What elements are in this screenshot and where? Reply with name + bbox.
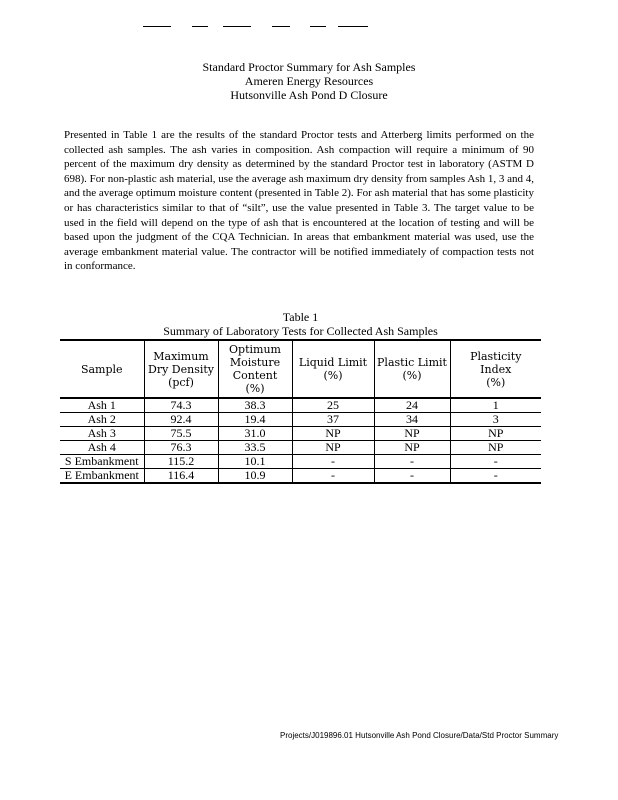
header-line: Sample xyxy=(80,362,123,376)
table-cell: 115.2 xyxy=(144,455,218,469)
table-cell: 37 xyxy=(292,413,374,427)
header-plastic-limit xyxy=(374,340,450,398)
header-line: Index xyxy=(480,362,512,376)
header-max-dry-density xyxy=(144,340,218,398)
table-cell: 10.9 xyxy=(218,469,292,484)
document-header xyxy=(0,60,618,102)
table-row xyxy=(60,427,541,441)
header-line: Dry Density xyxy=(148,362,214,376)
project-name: Hutsonville Ash Pond D Closure xyxy=(230,88,388,102)
body-paragraph: Presented in Table 1 are the results of the standard Proctor tests and Atterberg limits performed on the collected ash samples. The ash varies in composition. Ash compaction will require a minimum of 90 percent of the maximum dry density as determined by the standard Proctor test in laboratory (ASTM D 698). For non-plastic ash material, use the average ash maximum dry density from samples Ash 1, 3 and 4, and the average optimum moisture content (presented in Table 2). For ash material that has some plasticity or has characteristics similar to that of “silt”, use the value presented in Table 3. The target value to be used in the field will depend on the type of ash that is encountered at the location of testing and will be based upon the judgment of the CQA Technician. In areas that embankment material was used, use the average embankment material value. The contractor will be notified immediately of compaction tests not in conformance. xyxy=(64,129,534,273)
table-cell: NP xyxy=(450,441,541,455)
table-cell: 10.1 xyxy=(218,455,292,469)
table-cell: 92.4 xyxy=(144,413,218,427)
header-mark xyxy=(223,26,251,27)
header-sample xyxy=(60,340,144,398)
top-header-marks xyxy=(0,22,618,32)
header-line: (%) xyxy=(245,382,265,395)
table-cell: 19.4 xyxy=(218,413,292,427)
table-cell: 1 xyxy=(450,398,541,413)
header-line: Optimum xyxy=(229,343,281,356)
table-cell: - xyxy=(292,455,374,469)
header-mark xyxy=(272,26,290,27)
header-line: Plastic Limit xyxy=(377,356,447,369)
table-cell: 3 xyxy=(450,413,541,427)
footer-path: Projects/J019896.01 Hutsonville Ash Pond Closure/Data/Std Proctor Summary xyxy=(280,731,559,740)
sample-name-cell: Ash 1 xyxy=(60,398,144,413)
header-liquid-limit xyxy=(292,340,374,398)
table-row xyxy=(60,441,541,455)
table-label: Table 1 xyxy=(282,310,319,324)
table-cell: 25 xyxy=(292,398,374,413)
header-line: (%) xyxy=(323,369,343,382)
table-cell: NP xyxy=(450,427,541,441)
table-caption: Summary of Laboratory Tests for Collected Ash Samples xyxy=(163,324,438,338)
table-cell: 75.5 xyxy=(144,427,218,441)
header-line: Plasticity xyxy=(470,349,522,363)
sample-name-cell: E Embankment xyxy=(60,469,144,484)
table-cell: NP xyxy=(292,441,374,455)
table-row xyxy=(60,413,541,427)
header-line: Maximum xyxy=(153,349,209,363)
table-cell: 33.5 xyxy=(218,441,292,455)
table-cell: 34 xyxy=(374,413,450,427)
sample-name-cell: Ash 4 xyxy=(60,441,144,455)
company-name: Ameren Energy Resources xyxy=(244,74,374,88)
header-mark xyxy=(143,26,171,27)
table-cell: - xyxy=(292,469,374,484)
table-row xyxy=(60,455,541,469)
table-cell: NP xyxy=(374,427,450,441)
header-line: (%) xyxy=(402,369,422,382)
table-row xyxy=(60,398,541,413)
table-body xyxy=(60,398,541,483)
table-cell: 38.3 xyxy=(218,398,292,413)
header-mark xyxy=(338,26,368,27)
table-cell: 31.0 xyxy=(218,427,292,441)
header-optimum-moisture xyxy=(218,340,292,398)
header-mark xyxy=(192,26,208,27)
table-cell: 74.3 xyxy=(144,398,218,413)
table-cell: - xyxy=(450,469,541,484)
header-line: Moisture xyxy=(229,356,281,369)
summary-table xyxy=(60,339,541,484)
table-cell: - xyxy=(374,455,450,469)
table-cell: NP xyxy=(292,427,374,441)
table-row xyxy=(60,469,541,484)
table-cell: 116.4 xyxy=(144,469,218,484)
table-cell: NP xyxy=(374,441,450,455)
sample-name-cell: Ash 2 xyxy=(60,413,144,427)
header-mark xyxy=(310,26,326,27)
table-cell: - xyxy=(374,469,450,484)
document-title: Standard Proctor Summary for Ash Samples xyxy=(202,60,416,74)
header-line: (pcf) xyxy=(168,375,194,389)
header-line: Content xyxy=(232,369,278,382)
table-header-row xyxy=(60,340,541,398)
table-cell: - xyxy=(450,455,541,469)
table-cell: 76.3 xyxy=(144,441,218,455)
table-1 xyxy=(60,310,541,484)
sample-name-cell: S Embankment xyxy=(60,455,144,469)
sample-name-cell: Ash 3 xyxy=(60,427,144,441)
header-line: (%) xyxy=(486,375,506,389)
header-plasticity-index xyxy=(450,340,541,398)
header-line: Liquid Limit xyxy=(298,356,368,369)
table-cell: 24 xyxy=(374,398,450,413)
